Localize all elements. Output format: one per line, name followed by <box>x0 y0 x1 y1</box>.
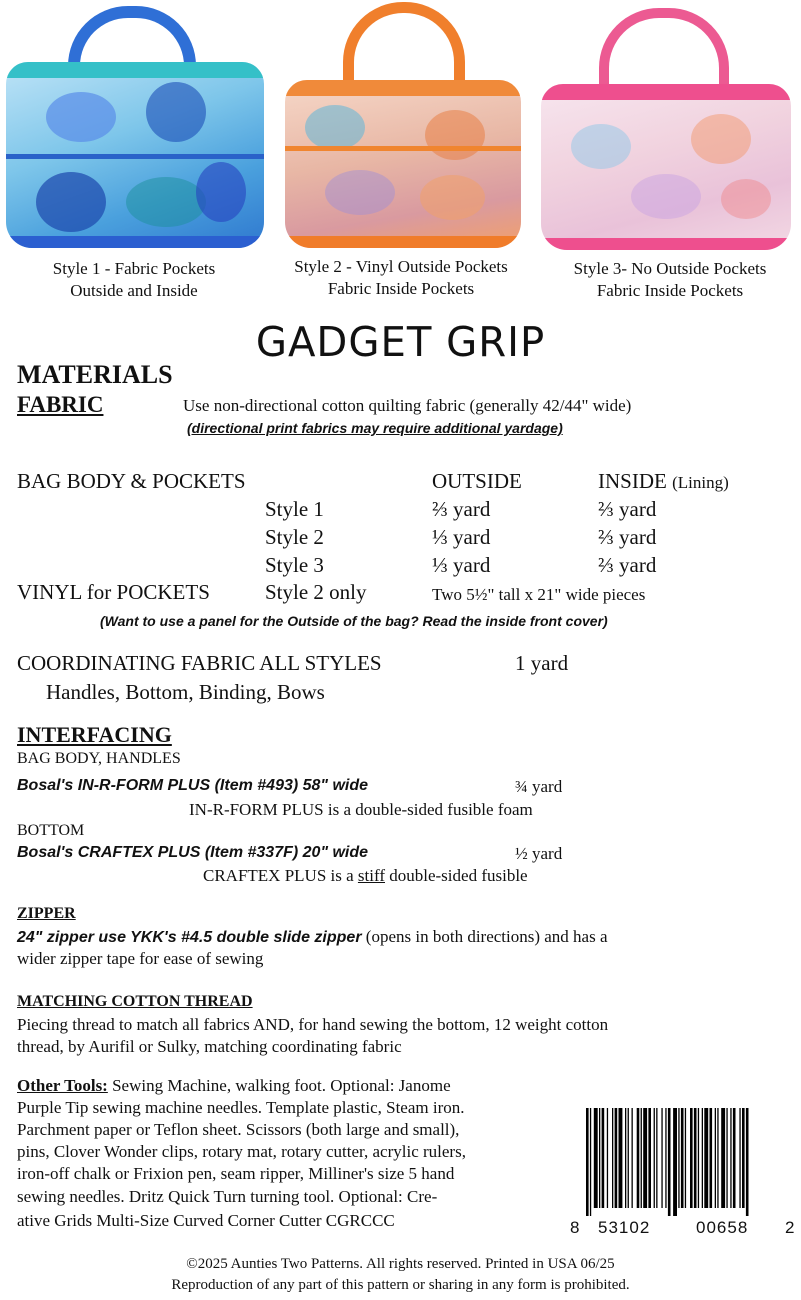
interfacing-product-2: Bosal's CRAFTEX PLUS (Item #337F) 20" wide <box>17 844 369 861</box>
style-row-outside: ⅓ yard <box>432 525 491 549</box>
style-row-label: Style 2 <box>265 525 324 549</box>
barcode-bar <box>742 1108 745 1208</box>
thread-line-2: thread, by Aurifil or Sulky, matching coordinating fabric <box>17 1037 402 1056</box>
interfacing-heading: INTERFACING <box>17 722 172 747</box>
barcode-bar <box>615 1108 618 1208</box>
style-row-inside: ⅔ yard <box>598 497 657 521</box>
outside-header: OUTSIDE <box>432 469 522 493</box>
thread-heading: MATCHING COTTON THREAD <box>17 993 253 1010</box>
caption-line: Outside and Inside <box>70 281 198 300</box>
barcode-bar <box>715 1108 716 1208</box>
bag-body <box>285 80 521 248</box>
vinyl-label: VINYL for POCKETS <box>17 580 210 604</box>
barcode-bar <box>594 1108 598 1208</box>
barcode-bar <box>599 1108 600 1208</box>
barcode-bar <box>648 1108 651 1208</box>
barcode-bar <box>730 1108 731 1208</box>
caption-line: Style 3- No Outside Pockets <box>573 259 767 278</box>
desc-text: CRAFTEX PLUS is a <box>203 866 358 885</box>
fabric-heading: FABRIC <box>17 392 104 417</box>
barcode <box>582 1108 794 1216</box>
tools-line-3: Parchment paper or Teflon sheet. Scissors (both large and small), <box>17 1120 460 1139</box>
zipper-line-1 <box>17 927 608 947</box>
barcode-bar <box>678 1108 679 1208</box>
barcode-bar <box>665 1108 666 1208</box>
barcode-bar <box>602 1108 605 1208</box>
inside-header-label: INSIDE <box>598 469 667 493</box>
style-row-label: Style 1 <box>265 497 324 521</box>
style-1-caption <box>28 258 240 302</box>
caption-line: Style 1 - Fabric Pockets <box>52 259 216 278</box>
interfacing-sub-body: BAG BODY, HANDLES <box>17 750 181 767</box>
vinyl-style: Style 2 only <box>265 580 367 604</box>
inside-header <box>598 469 729 494</box>
panel-note: (Want to use a panel for the Outside of the bag? Read the inside front cover) <box>100 613 608 629</box>
barcode-bar <box>721 1108 725 1208</box>
bag-style-3-photo <box>535 8 797 252</box>
desc-text: double-sided fusible <box>385 866 528 885</box>
fabric-note: Use non-directional cotton quilting fabric (generally 42/44" wide) <box>183 396 632 415</box>
barcode-bar <box>643 1108 647 1208</box>
materials-heading: MATERIALS <box>17 360 173 389</box>
barcode-bar <box>607 1108 608 1208</box>
barcode-bar <box>702 1108 703 1208</box>
tools-line-5: iron-off chalk or Frixion pen, seam ripper, Milliner's size 5 hand <box>17 1164 455 1183</box>
zipper-heading: ZIPPER <box>17 905 76 922</box>
inside-header-sub: (Lining) <box>672 473 729 492</box>
bag-style-1-photo <box>6 6 264 250</box>
vinyl-amount: Two 5½" tall x 21" wide pieces <box>432 585 646 604</box>
bag-body <box>6 62 264 248</box>
thread-line-1: Piecing thread to match all fabrics AND, for hand sewing the bottom, 12 weight cotton <box>17 1015 609 1034</box>
barcode-bar <box>739 1108 740 1208</box>
barcode-bar <box>628 1108 629 1208</box>
tools-line-6: sewing needles. Dritz Quick Turn turning tool. Optional: Cre- <box>17 1187 438 1206</box>
tools-line-2: Purple Tip sewing machine needles. Template plastic, Steam iron. <box>17 1098 465 1117</box>
coordinating-uses: Handles, Bottom, Binding, Bows <box>46 680 325 704</box>
barcode-bar <box>733 1108 736 1208</box>
barcode-bar <box>710 1108 713 1208</box>
barcode-bar <box>612 1108 613 1208</box>
style-2-caption <box>270 256 532 300</box>
barcode-bar <box>632 1108 633 1208</box>
interfacing-amount-2: ½ yard <box>515 844 563 863</box>
desc-stiff: stiff <box>357 866 385 885</box>
style-row-outside: ⅓ yard <box>432 553 491 577</box>
barcode-bar <box>726 1108 727 1208</box>
tools-line-1 <box>17 1076 451 1096</box>
barcode-digit-right: 2 <box>785 1218 796 1237</box>
barcode-bar <box>668 1108 671 1216</box>
coordinating-label: COORDINATING FABRIC ALL STYLES <box>17 651 382 675</box>
barcode-bar <box>690 1108 693 1208</box>
zipper-rest: (opens in both directions) and has a <box>361 927 608 946</box>
barcode-digit-left: 8 <box>570 1218 581 1237</box>
interfacing-desc-1: IN-R-FORM PLUS is a double-sided fusible foam <box>189 800 533 819</box>
interfacing-product-1: Bosal's IN-R-FORM PLUS (Item #493) 58" wide <box>17 777 369 794</box>
interfacing-amount-1: ¾ yard <box>515 777 563 796</box>
style-row-label: Style 3 <box>265 553 324 577</box>
barcode-bar <box>704 1108 708 1208</box>
barcode-digits-1: 53102 <box>598 1218 651 1237</box>
fabric-warning: (directional print fabrics may require additional yardage) <box>187 420 563 436</box>
zipper-bold: 24" zipper use YKK's #4.5 double slide zipper <box>17 929 362 946</box>
tools-line-7: ative Grids Multi-Size Curved Corner Cutter CGRCCC <box>17 1211 395 1230</box>
barcode-digits-2: 00658 <box>696 1218 749 1237</box>
tools-line-4: pins, Clover Wonder clips, rotary mat, rotary cutter, acrylic rulers, <box>17 1142 466 1161</box>
barcode-bar <box>656 1108 657 1208</box>
interfacing-desc-2 <box>203 866 528 886</box>
style-row-outside: ⅔ yard <box>432 497 491 521</box>
barcode-bar <box>717 1108 718 1208</box>
barcode-bar <box>746 1108 749 1216</box>
barcode-bar <box>685 1108 686 1208</box>
barcode-bar <box>673 1108 677 1216</box>
barcode-bar <box>637 1108 640 1208</box>
caption-line: Fabric Inside Pockets <box>327 279 475 298</box>
footer-copyright: ©2025 Aunties Two Patterns. All rights reserved. Printed in USA 06/25 <box>186 1256 615 1272</box>
caption-line: Style 2 - Vinyl Outside Pockets <box>294 257 508 276</box>
tools-text: Sewing Machine, walking foot. Optional: Janome <box>107 1076 451 1095</box>
footer-reproduction: Reproduction of any part of this pattern or sharing in any form is prohibited. <box>171 1277 630 1293</box>
barcode-bar <box>694 1108 697 1208</box>
barcode-bar <box>681 1108 684 1208</box>
bag-body <box>541 84 791 250</box>
style-row-inside: ⅔ yard <box>598 525 657 549</box>
barcode-bar <box>619 1108 623 1208</box>
pattern-title: GADGET GRIP <box>255 318 546 366</box>
caption-line: Fabric Inside Pockets <box>596 281 744 300</box>
barcode-bar <box>661 1108 662 1208</box>
barcode-bar <box>654 1108 655 1208</box>
style-3-caption <box>545 258 795 302</box>
barcode-bar <box>625 1108 626 1208</box>
bag-body-label: BAG BODY & POCKETS <box>17 469 246 493</box>
barcode-bar <box>698 1108 699 1208</box>
bag-style-2-photo <box>285 2 521 250</box>
barcode-bar <box>590 1108 591 1216</box>
style-row-inside: ⅔ yard <box>598 553 657 577</box>
interfacing-sub-bottom: BOTTOM <box>17 822 85 839</box>
coordinating-amount: 1 yard <box>515 651 569 675</box>
barcode-bar <box>641 1108 642 1208</box>
zipper-line-2: wider zipper tape for ease of sewing <box>17 949 264 968</box>
tools-heading: Other Tools: <box>17 1076 108 1095</box>
barcode-bar <box>586 1108 589 1216</box>
